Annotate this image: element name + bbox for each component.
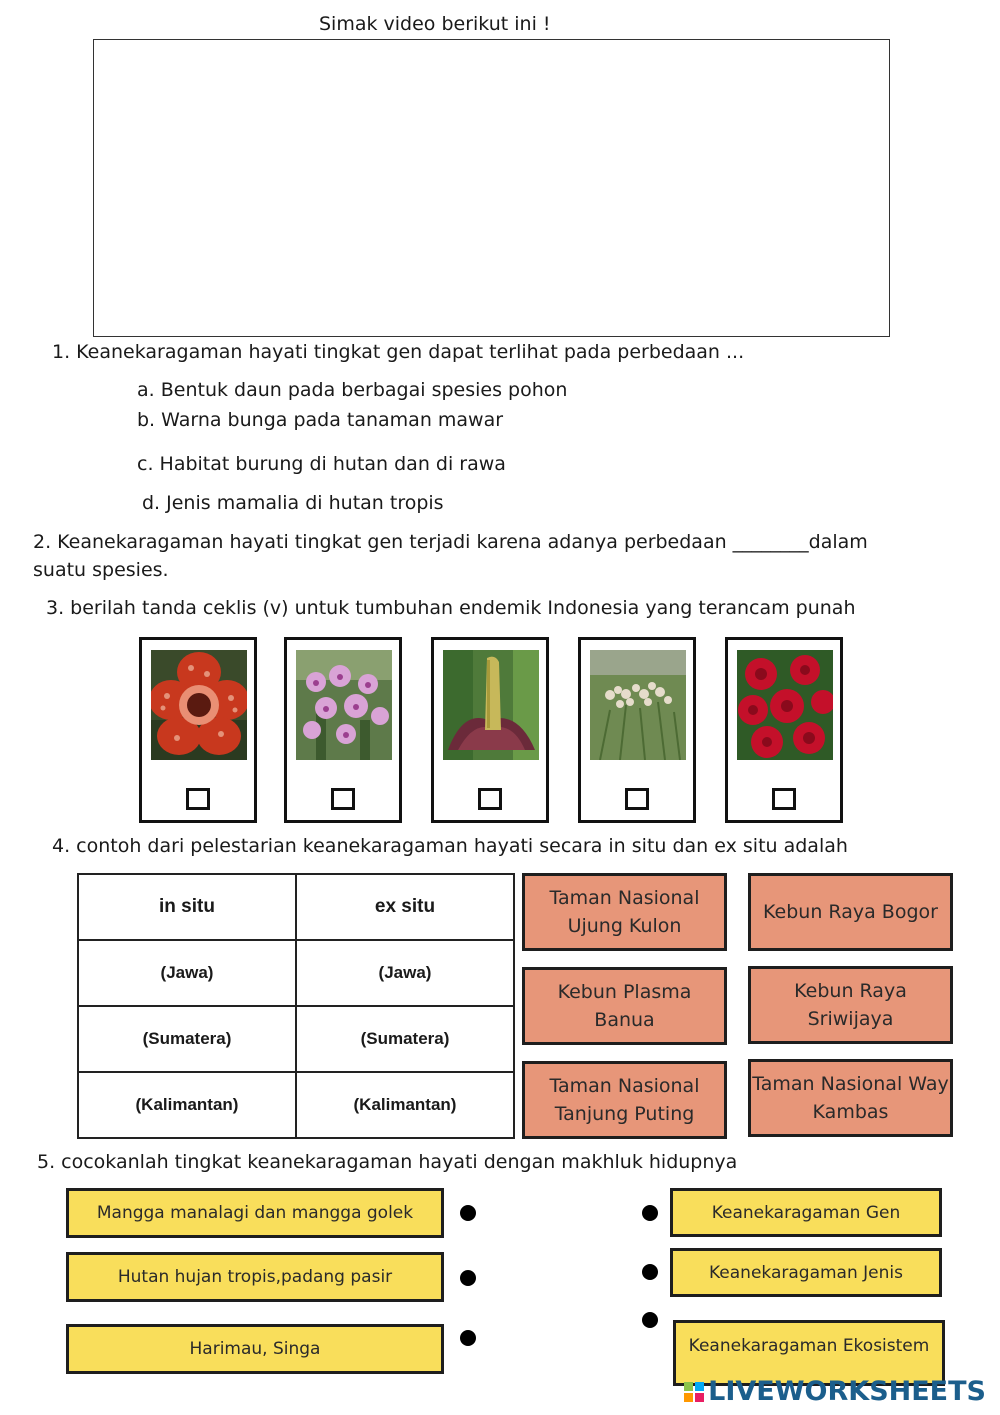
question-2-line2: suatu spesies. bbox=[33, 559, 169, 581]
plant-card-5 bbox=[725, 637, 843, 823]
q1-option-d[interactable]: d. Jenis mamalia di hutan tropis bbox=[142, 492, 444, 514]
match-right-2[interactable]: Keanekaragaman Jenis bbox=[670, 1248, 942, 1297]
plant-card-1 bbox=[139, 637, 257, 823]
match-left-1[interactable]: Mangga manalagi dan mangga golek bbox=[66, 1188, 444, 1238]
corpse-flower-image bbox=[443, 650, 539, 760]
drag-option-tanjung-puting[interactable]: Taman Nasional Tanjung Puting bbox=[522, 1061, 727, 1139]
checkbox-plant-5[interactable] bbox=[772, 788, 796, 810]
drop-cell-ex-situ-kalimantan[interactable]: (Kalimantan) bbox=[296, 1072, 514, 1138]
drop-cell-in-situ-kalimantan[interactable]: (Kalimantan) bbox=[78, 1072, 296, 1138]
drop-cell-in-situ-jawa[interactable]: (Jawa) bbox=[78, 940, 296, 1006]
match-dot-left-2[interactable] bbox=[460, 1270, 476, 1286]
plant-card-3 bbox=[431, 637, 549, 823]
video-instruction: Simak video berikut ini ! bbox=[319, 13, 551, 35]
match-dot-left-3[interactable] bbox=[460, 1330, 476, 1346]
match-dot-right-2[interactable] bbox=[642, 1264, 658, 1280]
q1-option-b[interactable]: b. Warna bunga pada tanaman mawar bbox=[137, 409, 504, 431]
video-player[interactable] bbox=[93, 39, 890, 337]
question-3: 3. berilah tanda ceklis (v) untuk tumbuhan endemik Indonesia yang terancam punah bbox=[46, 597, 856, 619]
drag-option-way-kambas[interactable]: Taman Nasional Way Kambas bbox=[748, 1059, 953, 1137]
match-dot-right-1[interactable] bbox=[642, 1205, 658, 1221]
match-left-2[interactable]: Hutan hujan tropis,padang pasir bbox=[66, 1252, 444, 1302]
match-dot-left-1[interactable] bbox=[460, 1205, 476, 1221]
question-5: 5. cocokanlah tingkat keanekaragaman hayati dengan makhluk hidupnya bbox=[37, 1151, 738, 1173]
drop-cell-ex-situ-jawa[interactable]: (Jawa) bbox=[296, 940, 514, 1006]
checkbox-plant-2[interactable] bbox=[331, 788, 355, 810]
plant-card-2 bbox=[284, 637, 402, 823]
match-right-1[interactable]: Keanekaragaman Gen bbox=[670, 1188, 942, 1237]
drag-option-kebun-raya-bogor[interactable]: Kebun Raya Bogor bbox=[748, 873, 953, 951]
question-1: 1. Keanekaragaman hayati tingkat gen dapat terlihat pada perbedaan ... bbox=[52, 341, 745, 363]
question-2-line1: 2. Keanekaragaman hayati tingkat gen terjadi karena adanya perbedaan ________dalam bbox=[33, 531, 868, 553]
q1-option-c[interactable]: c. Habitat burung di hutan dan di rawa bbox=[137, 453, 506, 475]
checkbox-plant-4[interactable] bbox=[625, 788, 649, 810]
drop-cell-ex-situ-sumatera[interactable]: (Sumatera) bbox=[296, 1006, 514, 1072]
match-left-3[interactable]: Harimau, Singa bbox=[66, 1324, 444, 1374]
conservation-table bbox=[77, 873, 515, 1139]
match-right-3[interactable]: Keanekaragaman Ekosistem bbox=[673, 1320, 945, 1386]
drag-option-kebun-plasma-banua[interactable]: Kebun Plasma Banua bbox=[522, 967, 727, 1045]
drag-option-kebun-raya-sriwijaya[interactable]: Kebun Raya Sriwijaya bbox=[748, 966, 953, 1044]
liveworksheets-mark-icon bbox=[684, 1382, 704, 1402]
drop-cell-in-situ-sumatera[interactable]: (Sumatera) bbox=[78, 1006, 296, 1072]
brand-text: LIVEWORKSHEETS bbox=[708, 1376, 986, 1407]
match-dot-right-3[interactable] bbox=[642, 1312, 658, 1328]
orchid-flower-image bbox=[296, 650, 392, 760]
q1-option-a[interactable]: a. Bentuk daun pada berbagai spesies pohon bbox=[137, 379, 568, 401]
edelweiss-flower-image bbox=[590, 650, 686, 760]
table-header-ex-situ: ex situ bbox=[296, 874, 514, 940]
q2-answer-input[interactable] bbox=[779, 534, 867, 554]
drag-option-ujung-kulon[interactable]: Taman Nasional Ujung Kulon bbox=[522, 873, 727, 951]
liveworksheets-logo bbox=[684, 1376, 986, 1407]
plant-card-4 bbox=[578, 637, 696, 823]
red-rose-flower-image bbox=[737, 650, 833, 760]
checkbox-plant-1[interactable] bbox=[186, 788, 210, 810]
checkbox-plant-3[interactable] bbox=[478, 788, 502, 810]
question-4: 4. contoh dari pelestarian keanekaragaman hayati secara in situ dan ex situ adalah bbox=[52, 835, 848, 857]
table-header-in-situ: in situ bbox=[78, 874, 296, 940]
rafflesia-flower-image bbox=[151, 650, 247, 760]
